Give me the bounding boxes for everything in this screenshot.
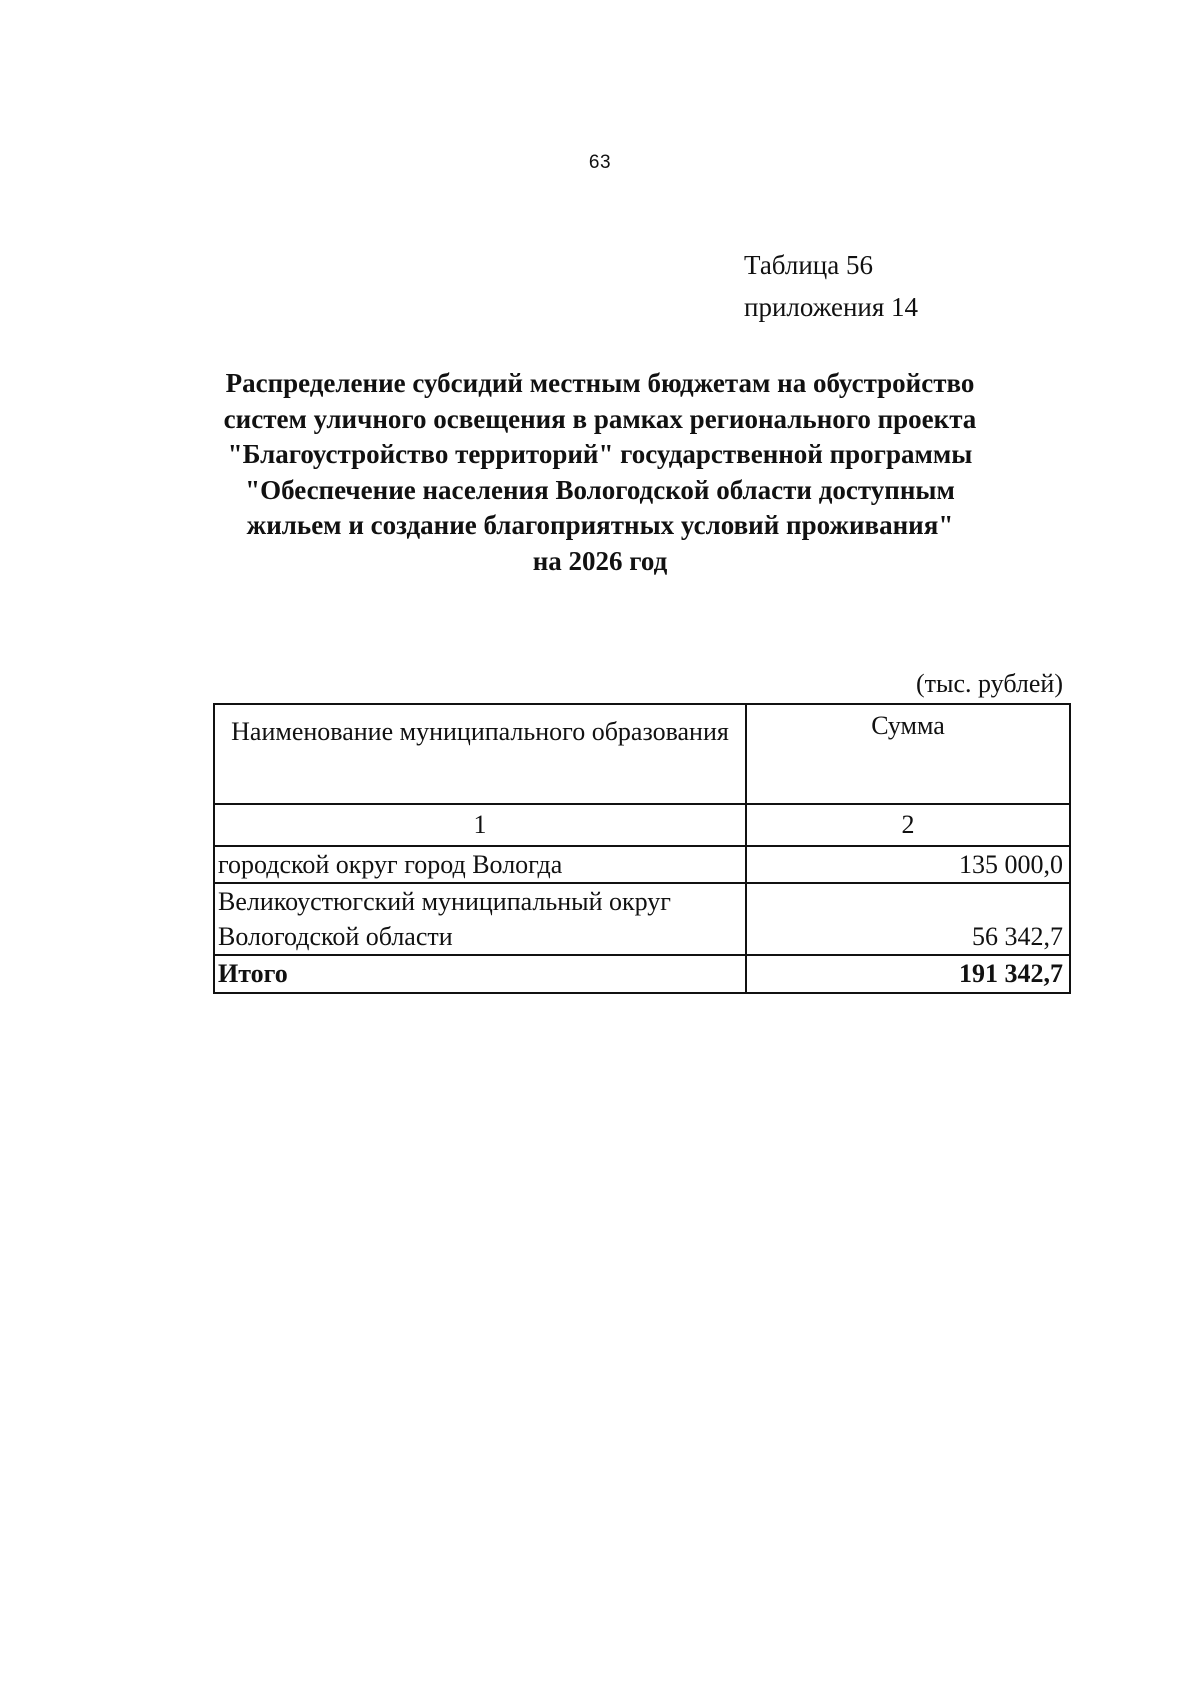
column-number: 1 xyxy=(214,804,746,846)
title-line: Распределение субсидий местным бюджетам на обустройство xyxy=(225,368,975,398)
total-label: Итого xyxy=(214,955,746,993)
subsidies-table xyxy=(213,703,1071,994)
total-row xyxy=(214,955,1070,993)
table-row xyxy=(214,883,1070,955)
title-line: систем уличного освещения в рамках регионального проекта xyxy=(223,403,977,434)
title-line: "Обеспечение населения Вологодской области доступным xyxy=(245,474,955,505)
subsidy-amount: 56 342,7 xyxy=(746,883,1070,955)
municipality-name: городской округ город Вологда xyxy=(214,846,746,883)
appendix-label: приложения 14 xyxy=(744,292,919,322)
column-number: 2 xyxy=(746,804,1070,846)
title-line: "Благоустройство территорий" государственной программы xyxy=(227,439,973,469)
page-number: 63 xyxy=(588,152,612,173)
units-note: (тыс. рублей) xyxy=(915,669,1063,698)
table-row xyxy=(214,846,1070,883)
title-line: на 2026 год xyxy=(532,545,668,576)
column-number-row xyxy=(214,804,1070,846)
table-header-row xyxy=(214,704,1070,804)
table-label: Таблица 56 xyxy=(744,250,873,280)
municipality-name: Великоустюгский муниципальный округ Вологодской области xyxy=(214,883,746,955)
total-amount: 191 342,7 xyxy=(746,955,1070,993)
header-municipality: Наименование муниципального образования xyxy=(214,704,746,804)
subsidy-amount: 135 000,0 xyxy=(746,846,1070,883)
header-amount: Сумма xyxy=(746,704,1070,804)
title-line: жильем и создание благоприятных условий проживания" xyxy=(246,510,954,540)
table-annex-reference xyxy=(744,244,918,328)
document-title xyxy=(150,366,1050,579)
